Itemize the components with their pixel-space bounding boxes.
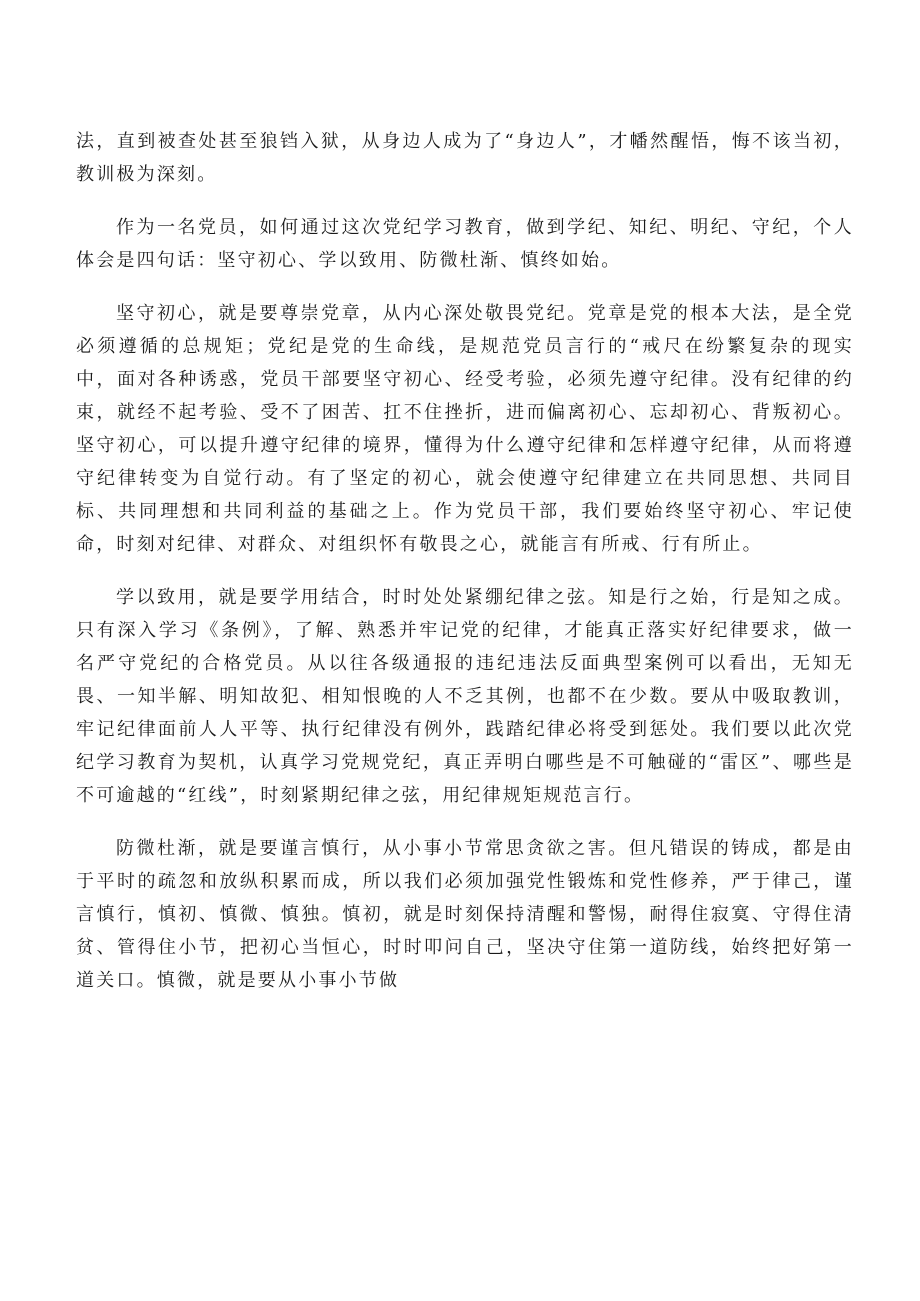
paragraph-3: 坚守初心，就是要尊崇党章，从内心深处敬畏党纪。党章是党的根本大法，是全党必须遵循的总规矩；党纪是党的生命线，是规范党员言行的“戒尺在纷繁复杂的现实中，面对各种诱惑，党员干部要坚守初心、经受考验，必须先遵守纪律。没有纪律的约束，就经不起考验、受不了困苦、扛不住挫折，进而偏离初心、忘却初心、背叛初心。坚守初心，可以提升遵守纪律的境界，懂得为什么遵守纪律和怎样遵守纪律，从而将遵守纪律转变为自觉行动。有了坚定的初心，就会使遵守纪律建立在共同思想、共同目标、共同理想和共同利益的基础之上。作为党员干部，我们要始终坚守初心、牢记使命，时刻对纪律、对群众、对组织怀有敬畏之心，就能言有所戒、行有所止。 [76, 303, 854, 555]
paragraph-4: 学以致用，就是要学用结合，时时处处紧绷纪律之弦。知是行之始，行是知之成。只有深入学习《条例》，了解、熟悉并牢记党的纪律，才能真正落实好纪律要求，做一名严守党纪的合格党员。从以往各级通报的违纪违法反面典型案例可以看出，无知无畏、一知半解、明知故犯、相知恨晚的人不乏其例，也都不在少数。要从中吸取教训，牢记纪律面前人人平等、执行纪律没有例外，践踏纪律必将受到惩处。我们要以此次党纪学习教育为契机，认真学习党规党纪，真正弄明白哪些是不可触碰的“雷区”、哪些是不可逾越的“红线”，时刻紧期纪律之弦，用纪律规矩规范言行。 [76, 587, 854, 806]
paragraph-1: 法，直到被查处甚至狼铛入狱，从身边人成为了“身边人”，才幡然醒悟，悔不该当初，教训极为深刻。 [76, 131, 854, 185]
paragraph-5: 防微杜渐，就是要谨言慎行，从小事小节常思贪欲之害。但凡错误的铸成，都是由于平时的疏忽和放纵积累而成，所以我们必须加强党性锻炼和党性修养，严于律己，谨言慎行，慎初、慎微、慎独。慎初，就是时刻保持清醒和警惕，耐得住寂寞、守得住清贫、管得住小节，把初心当恒心，时时叩问自己，坚决守住第一道防线，始终把好第一道关口。慎微，就是要从小事小节做 [76, 838, 854, 991]
paragraph-2: 作为一名党员，如何通过这次党纪学习教育，做到学纪、知纪、明纪、守纪，个人体会是四句话：坚守初心、学以致用、防微杜渐、慎终如始。 [76, 217, 854, 271]
document-body [76, 125, 854, 1017]
